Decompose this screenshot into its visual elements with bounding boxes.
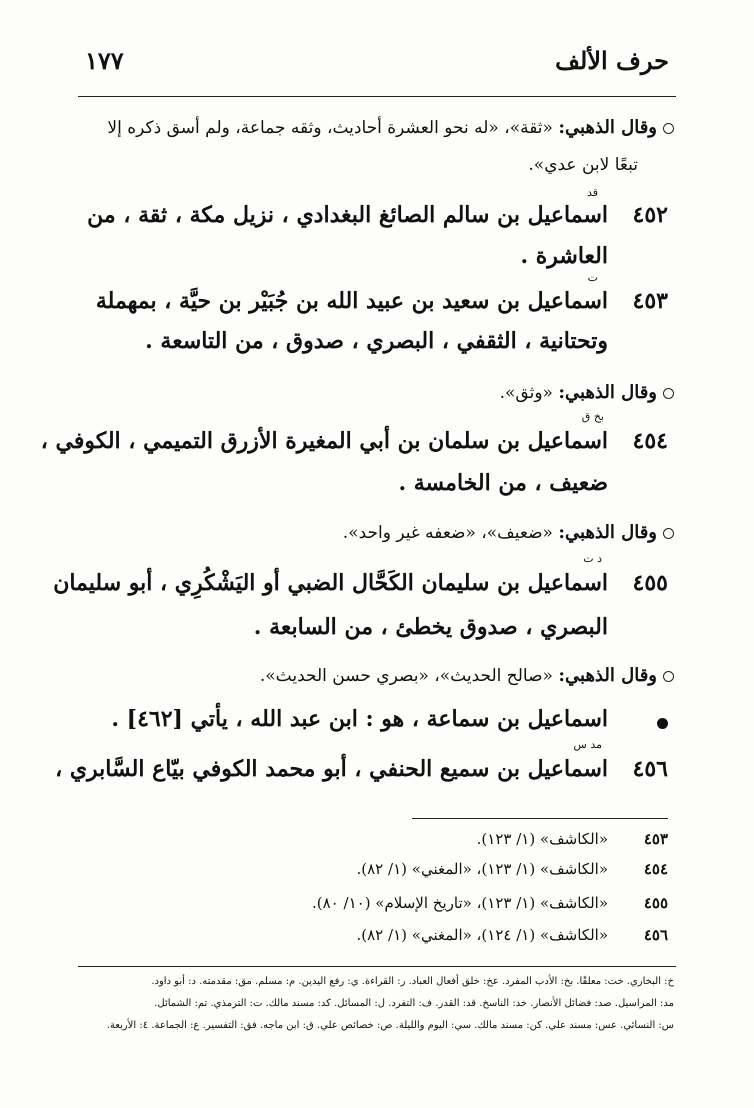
entry-line: اسماعيل بن سلمان بن أبي المغيرة الأزرق التميمي ، الكوفي ،: [40, 428, 608, 454]
entry-line: اسماعيل بن سعيد بن عبيد الله بن جُبَيْر بن حيَّة ، بمهملة: [95, 288, 608, 314]
footnote-text: «الكاشف» (١/ ١٢٣)، «المغني» (١/ ٨٢).: [356, 860, 608, 878]
circle-bullet-icon: [663, 388, 674, 399]
quote-text: «وثق».: [499, 383, 553, 403]
abbreviations-divider: [78, 966, 676, 967]
entry-sigla: بخ ق: [581, 410, 604, 423]
entry-line: اسماعيل بن سميع الحنفي ، أبو محمد الكوفي بيّاع السَّابري ،: [55, 756, 608, 782]
entry-sigla: ت: [587, 271, 598, 284]
dhahabi-quote: [260, 665, 674, 686]
quote-text: «صالح الحديث»، «بصري حسن الحديث».: [259, 666, 553, 686]
entry-line: ضعيف ، من الخامسة .: [398, 470, 608, 496]
abbreviations-line: س: النسائي. عس: مسند علي. كن: مسند مالك. سي: اليوم والليلة. ص: خصائص علي. ق: ابن ماجه. فق: التفسير. ع: الجماعة. ٤: الأربعة.: [106, 1020, 674, 1031]
page-header-title: حرف الألف: [555, 46, 669, 75]
entry-line: اسماعيل بن سالم الصائغ البغدادي ، نزيل مكة ، ثقة ، من: [87, 202, 608, 228]
entry-number: ٤٥٣: [632, 288, 668, 314]
header-divider: [78, 96, 676, 97]
quote-label: وقال الذهبي:: [558, 117, 657, 138]
bullet-icon: [657, 718, 668, 729]
entry-sigla: د ت: [583, 552, 602, 565]
circle-bullet-icon: [663, 528, 674, 539]
circle-bullet-icon: [663, 123, 674, 134]
footnote-text: «الكاشف» (١/ ١٢٣)، «تاريخ الإسلام» (١٠/ ٨٠).: [311, 894, 608, 912]
dhahabi-quote: [107, 117, 674, 138]
entry-number: ٤٥٥: [632, 570, 668, 596]
cross-reference: اسماعيل بن سماعة ، هو : ابن عبد الله ، يأتي [٤٦٢] .: [111, 706, 608, 732]
footnote-number: ٤٥٣: [643, 830, 668, 848]
entry-number: ٤٥٦: [632, 756, 668, 782]
footnote-text: «الكاشف» (١/ ١٢٤)، «المغني» (١/ ٨٢).: [356, 926, 608, 944]
quote-label: وقال الذهبي:: [558, 382, 657, 403]
quote-label: وقال الذهبي:: [558, 522, 657, 543]
footnote-number: ٤٥٥: [643, 894, 668, 912]
entry-number: ٤٥٤: [632, 428, 668, 454]
footnote-text: «الكاشف» (١/ ١٢٣).: [476, 830, 608, 848]
entry-line: وتحتانية ، الثقفي ، البصري ، صدوق ، من التاسعة .: [145, 328, 608, 354]
abbreviations-line: خ: البخاري. خت: معلقًا. بخ: الأدب المفرد. عخ: خلق أفعال العباد. ر: القراءة. ي: رفع اليدين. م: مسلم. مق: مقدمته. د: أبو داود.: [151, 976, 674, 987]
abbreviations-line: مد: المراسيل. صد: فضائل الأنصار. خد: الناسخ. قد: القدر. ف: التفرد. ل: المسائل. كد: مسند مالك. ت: الترمذي. تم: الشمائل.: [154, 998, 674, 1009]
entry-number: ٤٥٢: [632, 202, 668, 228]
page-number: ١٧٧: [85, 46, 124, 75]
quote-text: «ضعيف»، «ضعفه غير واحد».: [342, 523, 553, 543]
entry-line: البصري ، صدوق يخطئ ، من السابعة .: [253, 614, 608, 640]
circle-bullet-icon: [663, 671, 674, 682]
quote-continuation: تبعًا لابن عدي».: [528, 155, 638, 175]
entry-line: اسماعيل بن سليمان الكَحَّال الضبي أو اليَشْكُرِي ، أبو سليمان: [53, 570, 608, 596]
quote-label: وقال الذهبي:: [558, 665, 657, 686]
dhahabi-quote: [343, 522, 674, 543]
quote-text: «ثقة»، «له نحو العشرة أحاديث، وثقه جماعة، ولم أسق ذكره إلا: [107, 118, 553, 138]
dhahabi-quote: [500, 382, 674, 403]
footnote-divider: [412, 818, 668, 819]
entry-sigla: مد س: [573, 738, 602, 751]
footnote-number: ٤٥٤: [643, 860, 668, 878]
entry-sigla: قد: [586, 186, 598, 199]
entry-line: العاشرة .: [520, 243, 608, 269]
footnote-number: ٤٥٦: [643, 926, 668, 944]
